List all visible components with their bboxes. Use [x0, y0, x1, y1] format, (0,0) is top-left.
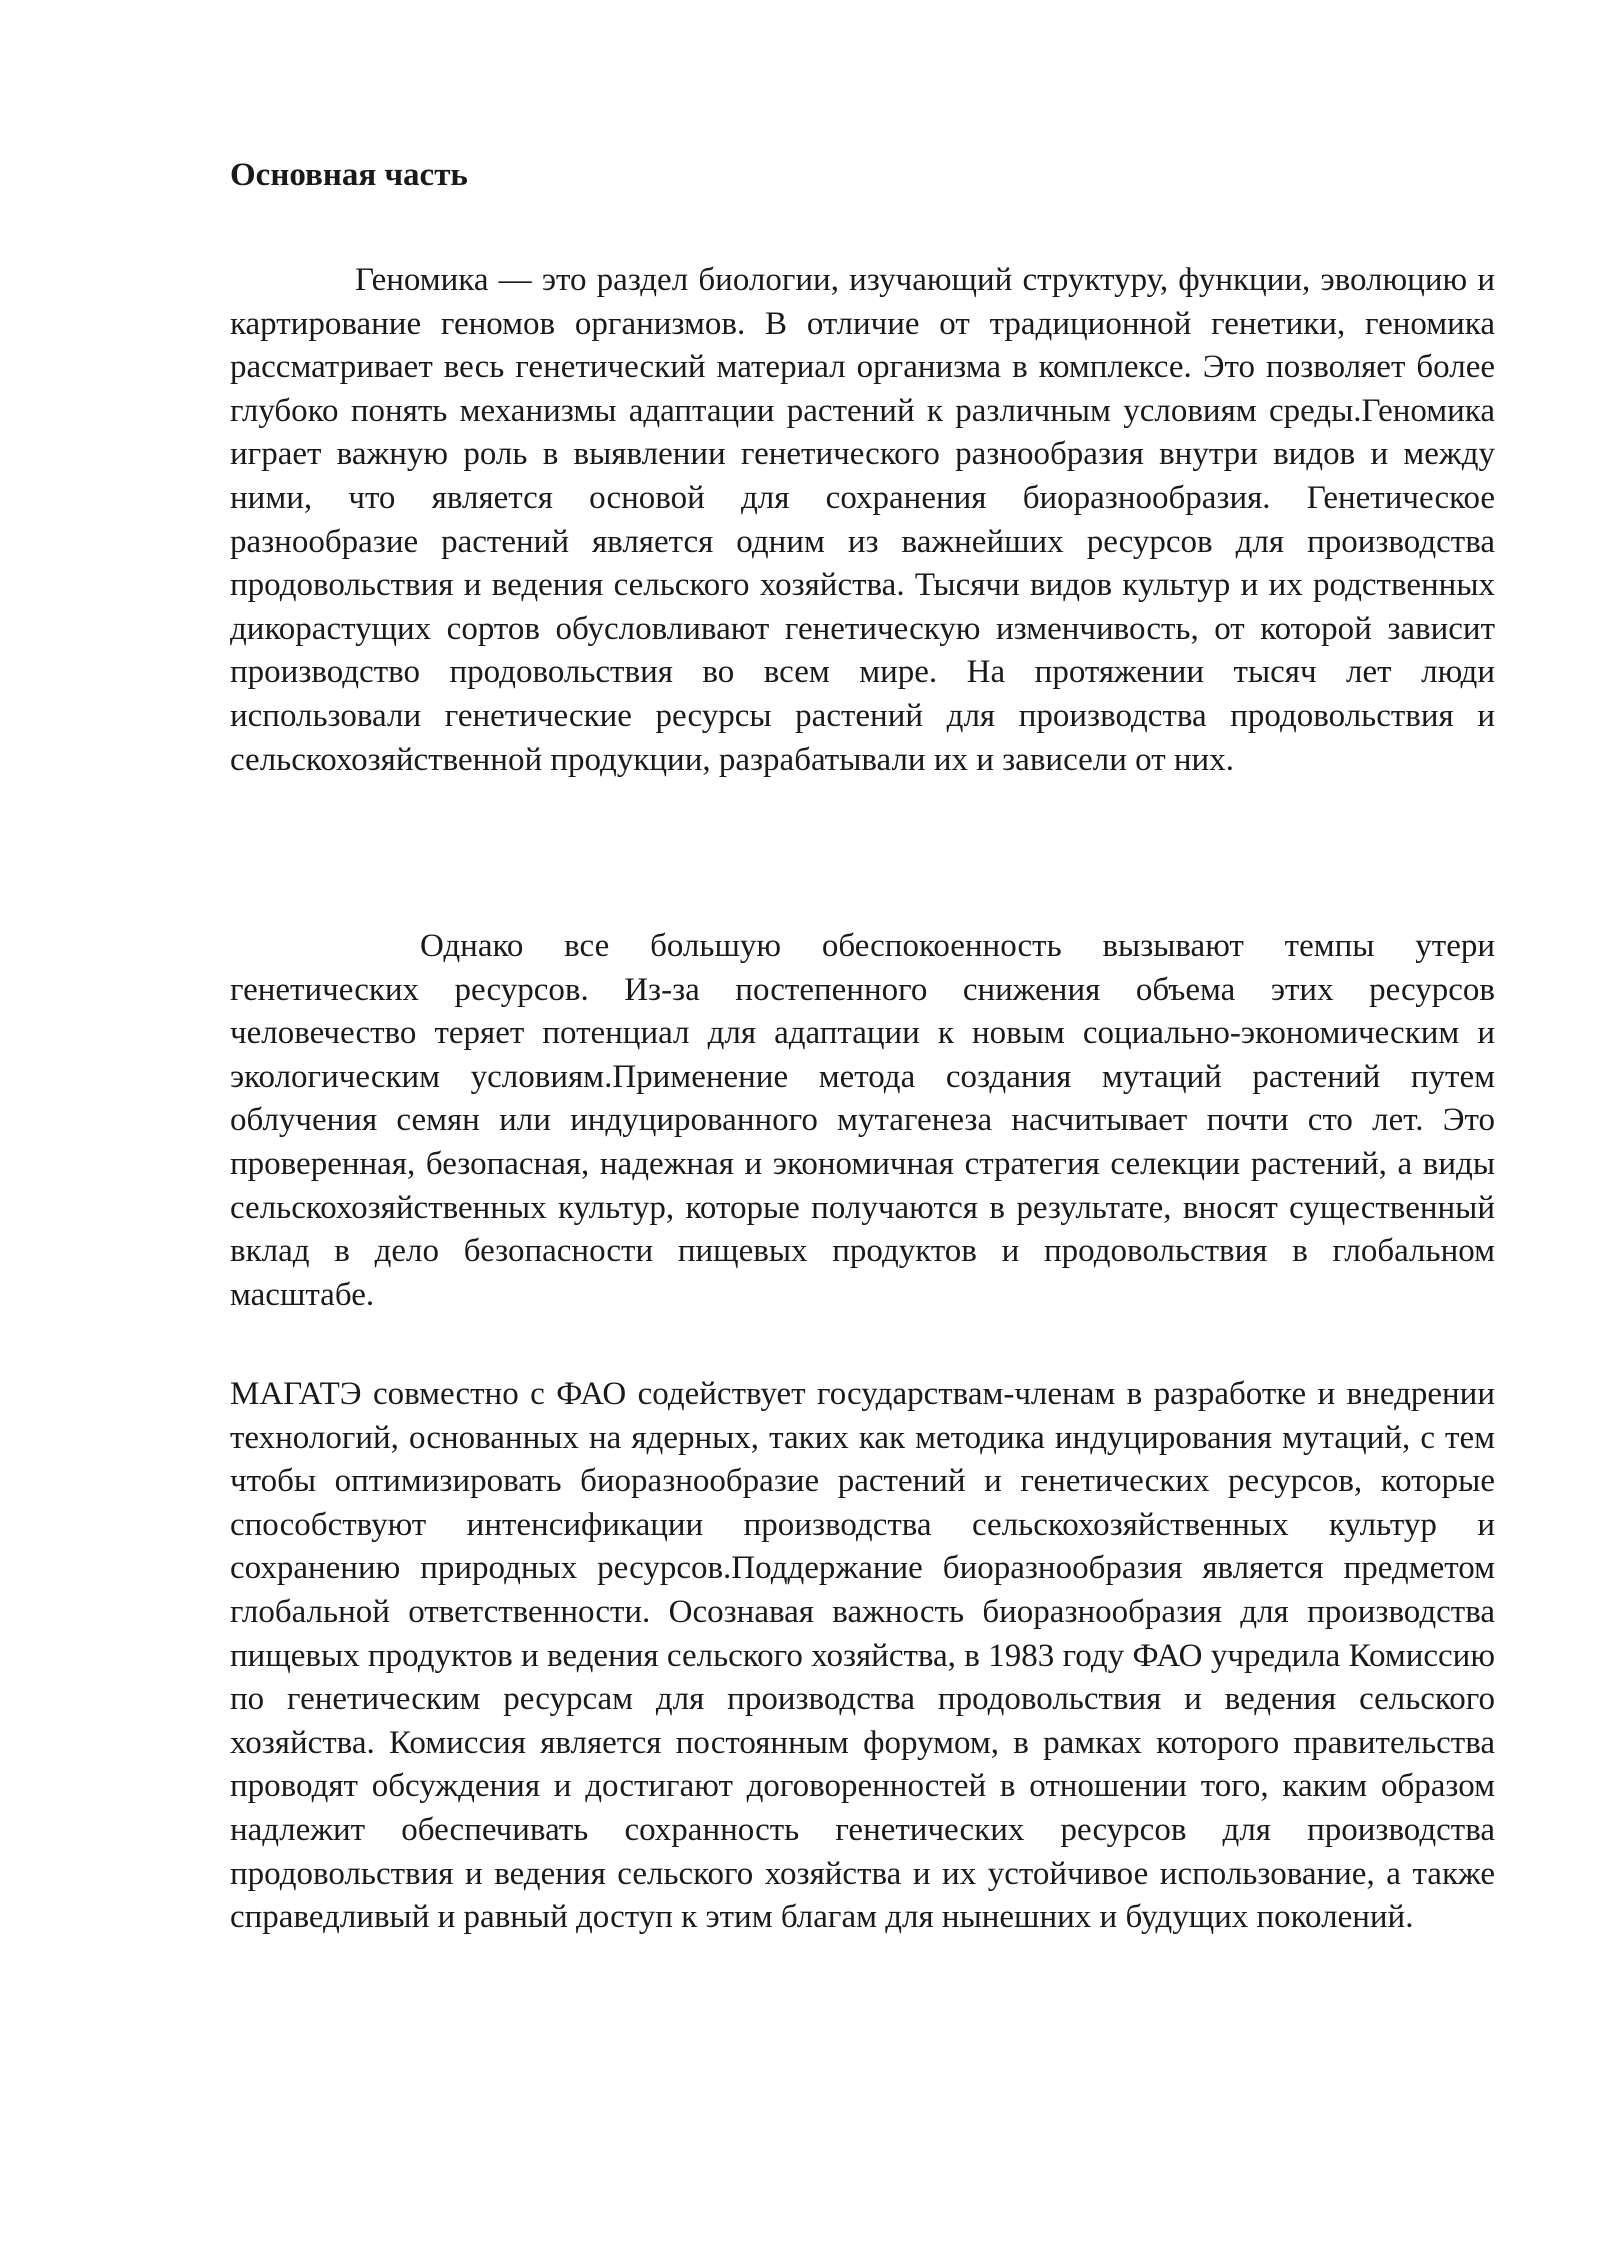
- paragraph-genetic-resources-loss: Однако все большую обеспокоенность вызывают темпы утери генетических ресурсов. Из-за постепенного снижения объема этих ресурсов человечество теряет потенциал для адаптации к новым социально-экономическим и экологическим условиям.Применение метода создания мутаций растений путем облучения семян или индуцированного мутагенеза насчитывает почти сто лет. Это проверенная, безопасная, надежная и экономичная стратегия селекции растений, а виды сельскохозяйственных культур, которые получаются в результате, вносят существенный вклад в дело безопасности пищевых продуктов и продовольствия в глобальном масштабе.: [230, 928, 1495, 1313]
- paragraph-genomics: Геномика — это раздел биологии, изучающий структуру, функции, эволюцию и картирование геномов организмов. В отличие от традиционной генетики, геномика рассматривает весь генетический материал организма в комплексе. Это позволяет более глубоко понять механизмы адаптации растений к различным условиям среды.Геномика играет важную роль в выявлении генетического разнообразия внутри видов и между ними, что является основой для сохранения биоразнообразия. Генетическое разнообразие растений является одним из важнейших ресурсов для производства продовольствия и ведения сельского хозяйства. Тысячи видов культур и их родственных дикорастущих сортов обусловливают генетическую изменчивость, от которой зависит производство продовольствия во всем мире. На протяжении тысяч лет люди использовали генетические ресурсы растений для производства продовольствия и сельскохозяйственной продукции, разрабатывали их и зависели от них.: [230, 262, 1495, 778]
- paragraph-iaea-fao: МАГАТЭ совместно с ФАО содействует государствам-членам в разработке и внедрении технологий, основанных на ядерных, таких как методика индуцирования мутаций, с тем чтобы оптимизировать биоразнообразие растений и генетических ресурсов, которые способствуют интенсификации производства сельскохозяйственных культур и сохранению природных ресурсов.Поддержание биоразнообразия является предметом глобальной ответственности. Осознавая важность биоразнообразия для производства пищевых продуктов и ведения сельского хозяйства, в 1983 году ФАО учредила Комиссию по генетическим ресурсам для производства продовольствия и ведения сельского хозяйства. Комиссия является постоянным форумом, в рамках которого правительства проводят обсуждения и достигают договоренностей в отношении того, каким образом надлежит обеспечивать сохранность генетических ресурсов для производства продовольствия и ведения сельского хозяйства и их устойчивое использование, а также справедливый и равный доступ к этим благам для нынешних и будущих поколений.: [230, 1376, 1495, 1936]
- section-heading: Основная часть: [230, 157, 468, 193]
